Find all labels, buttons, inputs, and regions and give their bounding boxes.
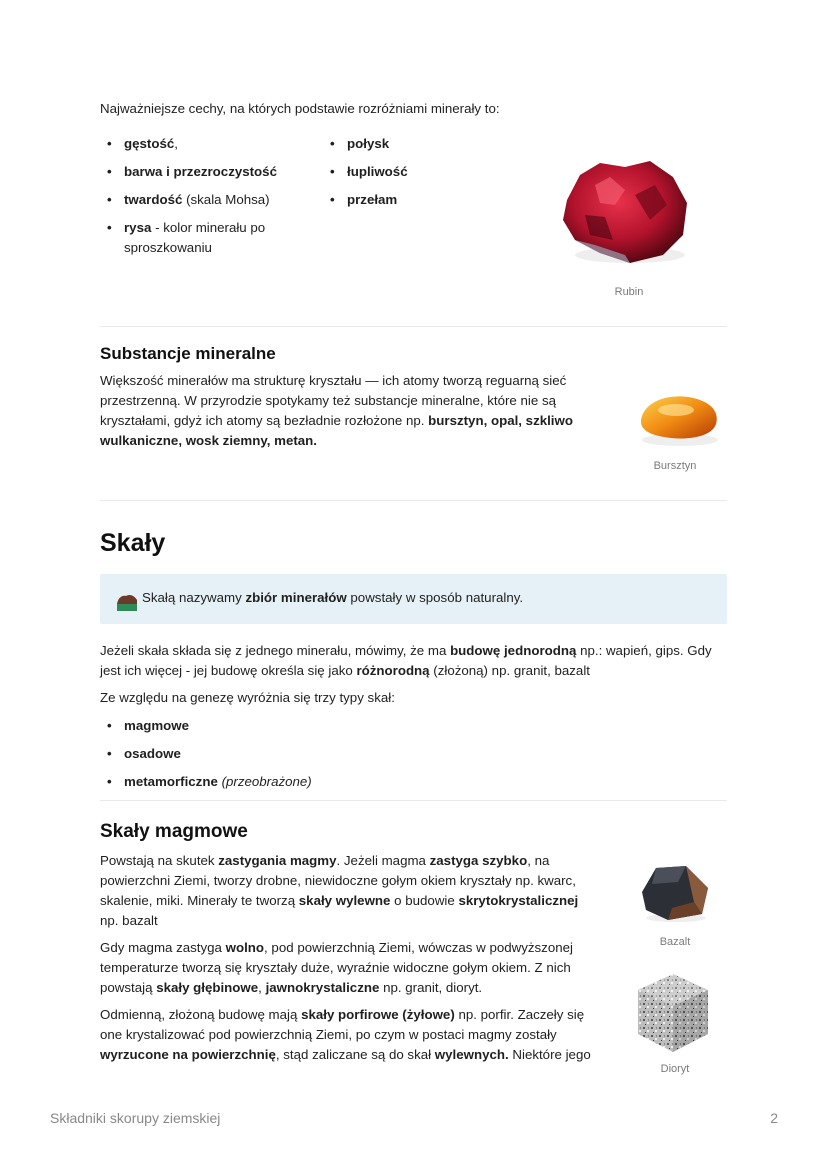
list-item: • magmowe	[100, 716, 500, 736]
diorite-caption: Dioryt	[660, 1063, 690, 1075]
footer-title: Składniki skorupy ziemskiej	[50, 1110, 221, 1126]
rock-icon	[116, 590, 138, 612]
ruby-image	[555, 155, 695, 270]
rocks-paragraph-1: Jeżeli skała składa się z jednego minerału, mówimy, że ma budowę jednorodną np.: wapień, gips. Gdy jest ich więcej - jej budowę określa się jako różnorodną (złożoną) np. granit, bazalt	[100, 643, 712, 678]
amber-image	[636, 388, 722, 450]
diorite-image	[634, 970, 712, 1056]
list-item: • twardość (skala Mohsa)	[100, 190, 310, 210]
list-item: • rysa - kolor minerału po sproszkowaniu	[100, 218, 310, 258]
substances-text: Większość minerałów ma strukturę kryształu — ich atomy tworzą reguarną sieć przestrzenną. W przyrodzie spotykamy też substancje mineralne, które nie są kryształami, gdyż ich atomy są bezładnie rozłożone np. bursztyn, opal, szkliwo wulkaniczne, wosk ziemny, metan.	[100, 373, 573, 448]
intro-text: Najważniejsze cechy, na których podstawie rozróżniami minerały to:	[100, 101, 500, 116]
section-title-substances: Substancje mineralne	[100, 344, 276, 363]
list-item: • metamorficzne (przeobrażone)	[100, 772, 500, 792]
features-list-left	[100, 134, 310, 258]
divider	[100, 500, 727, 501]
list-item: • osadowe	[100, 744, 500, 764]
list-item: • gęstość,	[100, 134, 310, 154]
amber-caption: Bursztyn	[653, 460, 697, 472]
magmatic-paragraph-1: Powstają na skutek zastygania magmy. Jeżeli magma zastyga szybko, na powierzchni Ziemi, tworzy drobne, niewidoczne gołym okiem kryształy np. kwarc, skalenie, miki. Minerały te tworzą skały wylewne o budowie skrytokrystalicznej np. bazalt	[100, 853, 579, 928]
basalt-caption: Bazalt	[659, 936, 691, 948]
list-item: • barwa i przezroczystość	[100, 162, 310, 182]
list-item: • łupliwość	[323, 162, 503, 182]
rocks-paragraph-2: Ze względu na genezę wyróżnia się trzy typy skał:	[100, 690, 395, 705]
basalt-image	[638, 862, 712, 924]
ruby-caption: Rubin	[614, 286, 644, 298]
features-list-right	[323, 134, 503, 210]
page-number: 2	[770, 1110, 778, 1126]
list-item: • przełam	[323, 190, 503, 210]
section-title-magmatic: Skały magmowe	[100, 821, 248, 842]
magmatic-paragraph-3: Odmienną, złożoną budowę mają skały porfirowe (żyłowe) np. porfir. Zaczeły się one krystalizować pod powierzchnią Ziemi, po czym w postaci magmy zostały wyrzucone na powierzchnię, stąd zaliczane są do skał wylewnych. Niektóre jego	[100, 1007, 591, 1062]
list-item: • połysk	[323, 134, 503, 154]
rock-definition-callout: Skałą nazywamy zbiór minerałów powstały w sposób naturalny.	[100, 574, 727, 624]
divider	[100, 326, 727, 327]
divider	[100, 800, 727, 801]
magmatic-paragraph-2: Gdy magma zastyga wolno, pod powierzchnią Ziemi, wówczas w podwyższonej temperaturze tworzą się kryształy duże, wyraźnie widoczne gołym okiem. Z nich powstają skały głębinowe, jawnokrystaliczne np. granit, dioryt.	[100, 940, 573, 995]
rock-types-list	[100, 716, 500, 792]
section-title-rocks: Skały	[100, 529, 166, 557]
